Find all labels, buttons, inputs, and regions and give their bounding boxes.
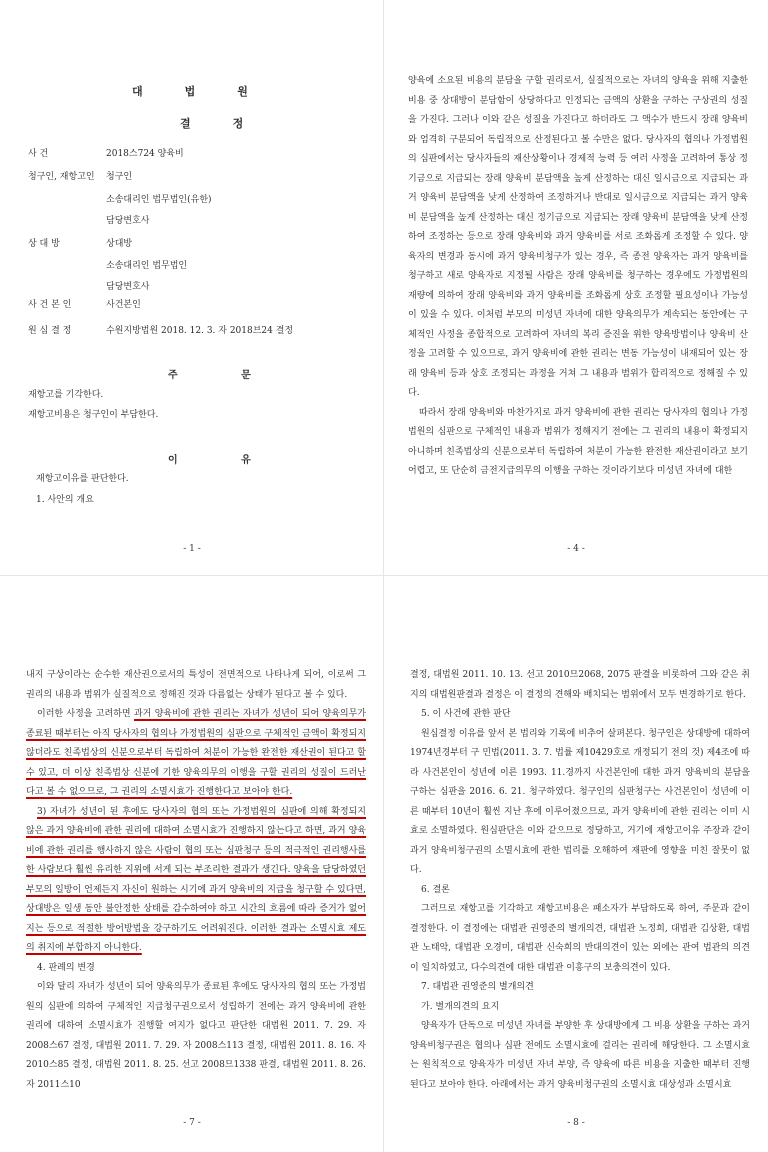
lower-decision-row	[28, 323, 368, 343]
paragraph: 결정, 대법원 2011. 10. 13. 선고 2010므2068, 2075 판결을 비롯하여 그와 같은 취지의 대법원판결과 결정은 이 결정의 견해와 배치되는 범위에서 모두 변경하기로 한다.	[410, 670, 750, 700]
paragraph-highlighted	[26, 803, 366, 959]
paragraph: 양육에 소요된 비용의 분담을 구할 권리로서, 실질적으로는 자녀의 양육을 위해 지출한 비용 중 상대방이 분담함이 상당하다고 인정되는 금액의 상환을 구하는 구상권의 성질을 가진다. 그러나 이와 같은 성질을 가진다고 하더라도 그 액수가 반드시 장래 양육비와 엄격히 구분되어 독립적으로 산정된다고 볼 수만은 없다. 당사자의 협의나 가정법원의 심판에서는 당사자들의 재산상황이나 경제적 능력 등 여러 사정을 고려하여 통상 정기금으로 지급되는 장래 양육비 분담액을 높게 산정하는 대신 일시금으로 지급되는 과거 양육비 분담액을 낮게 산정하여 조정하거나 반대로 일시금으로 지급되는 과거 양육비 분담액을 높게 산정하는 대신 정기금으로 지급되는 장래 양육비 분담액을 낮게 산정하여 조정하는 등으로 장래 양육비와 과거 양육비를 서로 조화롭게 조정할 수 있다. 양육자의 변경과 동시에 과거 양육비청구가 있는 경우, 즉 종전 양육자는 과거 양육비를 청구하고 새로 양육자로 지정될 사람은 장래 양육비를 청구하는 경우에도 가정법원의 재량에 의하여 장래 양육비와 과거 양육비를 조화롭게 상호 조정할 필요성이나 가능성이 있을 수 있다. 이처럼 부모의 미성년 자녀에 대한 양육의무가 계속되는 동안에는 구체적인 사정을 종합적으로 고려하여 자녀의 복리 증진을 위한 양육방법이나 양육비 산정을 고려할 수 있으므로, 과거 양육비에 관한 권리는 변동 가능성이 내재되어 있는 장래 양육비 등과 상호 조정되는 과정을 거쳐 그 내용과 범위가 합리적으로 정해질 수 있다.	[408, 76, 748, 398]
page-4-body	[408, 72, 748, 482]
reason-line-2: 1. 사안의 개요	[36, 495, 94, 505]
section-heading: 7. 대법관 권영준의 별개의견	[421, 982, 534, 992]
respondent-counsel-row	[28, 258, 368, 278]
respondent-name: 상대방	[106, 239, 133, 249]
highlighted-passage: 과거 양육비에 관한 권리는 자녀가 성년이 되어 양육의무가 종료된 때부터는 아직 당사자의 협의나 가정법원의 심판으로 구체적인 금액이 확정되지 않더라도 친족법상의 신분으로부터 독립하여 처분이 가능한 완전한 재산권이 된다고 할 수 있고, 더 이상 친족법상 신분에 기한 양육의무의 이행을 구할 권리의 성질이 드러난다고 볼 수 없으므로, 그 권리의 소멸시효가 진행한다고 보아야 한다.	[26, 709, 366, 797]
paragraph: 그러므로 재항고를 기각하고 재항고비용은 패소자가 부담하도록 하여, 주문과 같이 결정한다. 이 결정에는 대법관 권영준의 별개의견, 대법관 노정희, 대법관 김상환, 대법관 노태악, 대법관 오경미, 대법관 신숙희의 반대의견이 있는 외에는 관여 법관의 의견이 일치하였고, 다수의견에 대한 대법관 이흥구의 보충의견이 있다.	[410, 904, 750, 973]
claimant-counsel-row	[28, 192, 368, 212]
page-number: - 7 -	[183, 1118, 201, 1128]
ruling-line-1: 재항고를 기각한다.	[28, 390, 104, 400]
case-label: 사 건	[28, 149, 49, 159]
paragraph: 따라서 장래 양육비와 마찬가지로 과거 양육비에 관한 권리는 당사자의 협의나 가정법원의 심판으로 구체적인 내용과 범위가 정해지기 전에는 그 권리의 내용이 확정되지 아니하며 친족법상의 신분으로부터 독립하여 처분이 가능한 완전한 재산권이라고 보기 어렵고, 또 단순히 금전지급의무의 이행을 구하는 것이라기보다 미성년 자녀에 대한	[408, 407, 748, 476]
lower-decision-label: 원 심 결 정	[28, 326, 72, 336]
claimant-row	[28, 169, 368, 189]
page-number: - 8 -	[567, 1118, 585, 1128]
ruling-line-2: 재항고비용은 청구인이 부담한다.	[28, 410, 159, 420]
respondent-counsel: 소송대리인 법무법인	[106, 261, 188, 271]
section-heading: 6. 결론	[421, 884, 450, 895]
paragraph-lead: 이러한 사정을 고려하면	[37, 709, 134, 719]
section-heading: 4. 판례의 변경	[37, 962, 95, 973]
reason-heading: 이 유	[168, 455, 281, 466]
claimant-counsel: 소송대리인 법무법인(유한)	[106, 195, 212, 205]
subsection-heading: 가. 별개의견의 요지	[421, 1001, 500, 1012]
highlighted-passage: 3) 자녀가 성년이 된 후에도 당사자의 협의 또는 가정법원의 심판에 의해 확정되지 않은 과거 양육비에 관한 권리에 대하여 소멸시효가 진행하지 않는다고 하면, 과거 양육비에 관한 권리를 행사하지 않은 사람이 협의 또는 심판청구 등의 적극적인 권리행사를 한 사람보다 훨씬 유리한 지위에 서게 되는 부조리한 결과가 생긴다. 양육을 담당하였던 부모의 일방이 언제든지 자신이 원하는 시기에 과거 양육비의 지급을 청구할 수 있다면, 상대방은 일생 동안 불안정한 상태를 감수하여야 하고 시간의 흐름에 따라 증거가 없어지는 등으로 적절한 방어방법을 강구하기도 어려워진다. 이러한 결과는 소멸시효 제도의 취지에 부합하지 아니한다.	[26, 806, 366, 953]
case-number: 2018스724 양육비	[106, 149, 184, 159]
paragraph: 내지 구상이라는 순수한 재산권으로서의 특성이 전면적으로 나타나게 되어, 이로써 그 권리의 내용과 범위가 실질적으로 정해진 것과 다름없는 상태가 된다고 볼 수 있다.	[26, 670, 366, 700]
page-4	[384, 0, 768, 576]
claimant-lawyer-row	[28, 213, 368, 233]
lower-decision: 수원지방법원 2018. 12. 3. 자 2018브24 결정	[106, 326, 294, 336]
page-1	[0, 0, 384, 576]
case-row	[28, 146, 368, 166]
respondent-row	[28, 236, 368, 256]
court-title: 대법원	[132, 85, 290, 98]
respondent-lawyer-row	[28, 279, 368, 299]
claimant-name: 청구인	[106, 172, 133, 182]
principal-name: 사건본인	[106, 300, 141, 310]
page-8	[384, 576, 768, 1152]
reason-line-1: 재항고이유를 판단한다.	[36, 474, 129, 484]
claimant-label: 청구인, 재항고인	[28, 172, 95, 182]
principal-row	[28, 297, 368, 317]
document-type-title: 결정	[180, 117, 286, 130]
section-heading: 5. 이 사건에 관한 판단	[421, 709, 511, 719]
page-number: - 4 -	[567, 544, 585, 554]
respondent-lawyer: 담당변호사	[106, 282, 150, 292]
principal-label: 사 건 본 인	[28, 300, 72, 310]
paragraph: 이와 달리 자녀가 성년이 되어 양육의무가 종료된 후에도 당사자의 협의 또는 가정법원의 심판에 의하여 구체적인 지급청구권으로서 성립하기 전에는 과거 양육비에 관한 권리에 대하여 소멸시효가 진행할 여지가 없다고 판단한 대법원 2011. 7. 29. 자 2008스67 결정, 대법원 2011. 7. 29. 자 2008스113 결정, 대법원 2011. 8. 16. 자 2010스85 결정, 대법원 2011. 8. 25. 선고 2008므1338 판결, 대법원 2011. 8. 26. 자 2011스10	[26, 982, 366, 1090]
page-number: - 1 -	[183, 544, 201, 554]
ruling-heading: 주 문	[168, 370, 281, 381]
paragraph: 양육자가 단독으로 미성년 자녀를 부양한 후 상대방에게 그 비용 상환을 구하는 과거 양육비청구권은 협의나 심판 전에도 소멸시효에 걸리는 권리에 해당한다. 그 소멸시효는 원칙적으로 양육자가 미성년 자녀 부양, 즉 양육에 따른 비용을 지출한 때부터 진행된다고 보아야 한다. 아래에서는 과거 양육비청구권의 소멸시효 대상성과 소멸시효	[410, 1021, 750, 1090]
page-7-body	[26, 666, 366, 1095]
respondent-label: 상 대 방	[28, 239, 60, 249]
claimant-lawyer: 담당변호사	[106, 216, 150, 226]
paragraph: 원심결정 이유를 앞서 본 법리와 기록에 비추어 살펴본다. 청구인은 상대방에 대하여 1974년경부터 구 민법(2011. 3. 7. 법률 제10429호로 개정되기 전의 것) 제4조에 따라 사건본인이 성년에 이른 1993. 11.경까지 사건본인에 대한 과거 양육비의 분담을 구하는 심판을 2016. 6. 21. 청구하였다. 청구인의 심판청구는 사건본인이 성년에 이른 때부터 10년이 훨씬 지난 후에 이루어졌으므로, 과거 양육비에 관한 권리는 이미 시효로 소멸하였다. 원심판단은 이와 같으므로 정당하고, 거기에 재항고이유 주장과 같이 과거 양육비청구권의 소멸시효에 관한 법리를 오해하여 재판에 영향을 미친 잘못이 없다.	[410, 728, 750, 875]
page-7	[0, 576, 384, 1152]
page-8-body	[410, 666, 750, 1095]
paragraph-highlighted	[26, 705, 366, 803]
